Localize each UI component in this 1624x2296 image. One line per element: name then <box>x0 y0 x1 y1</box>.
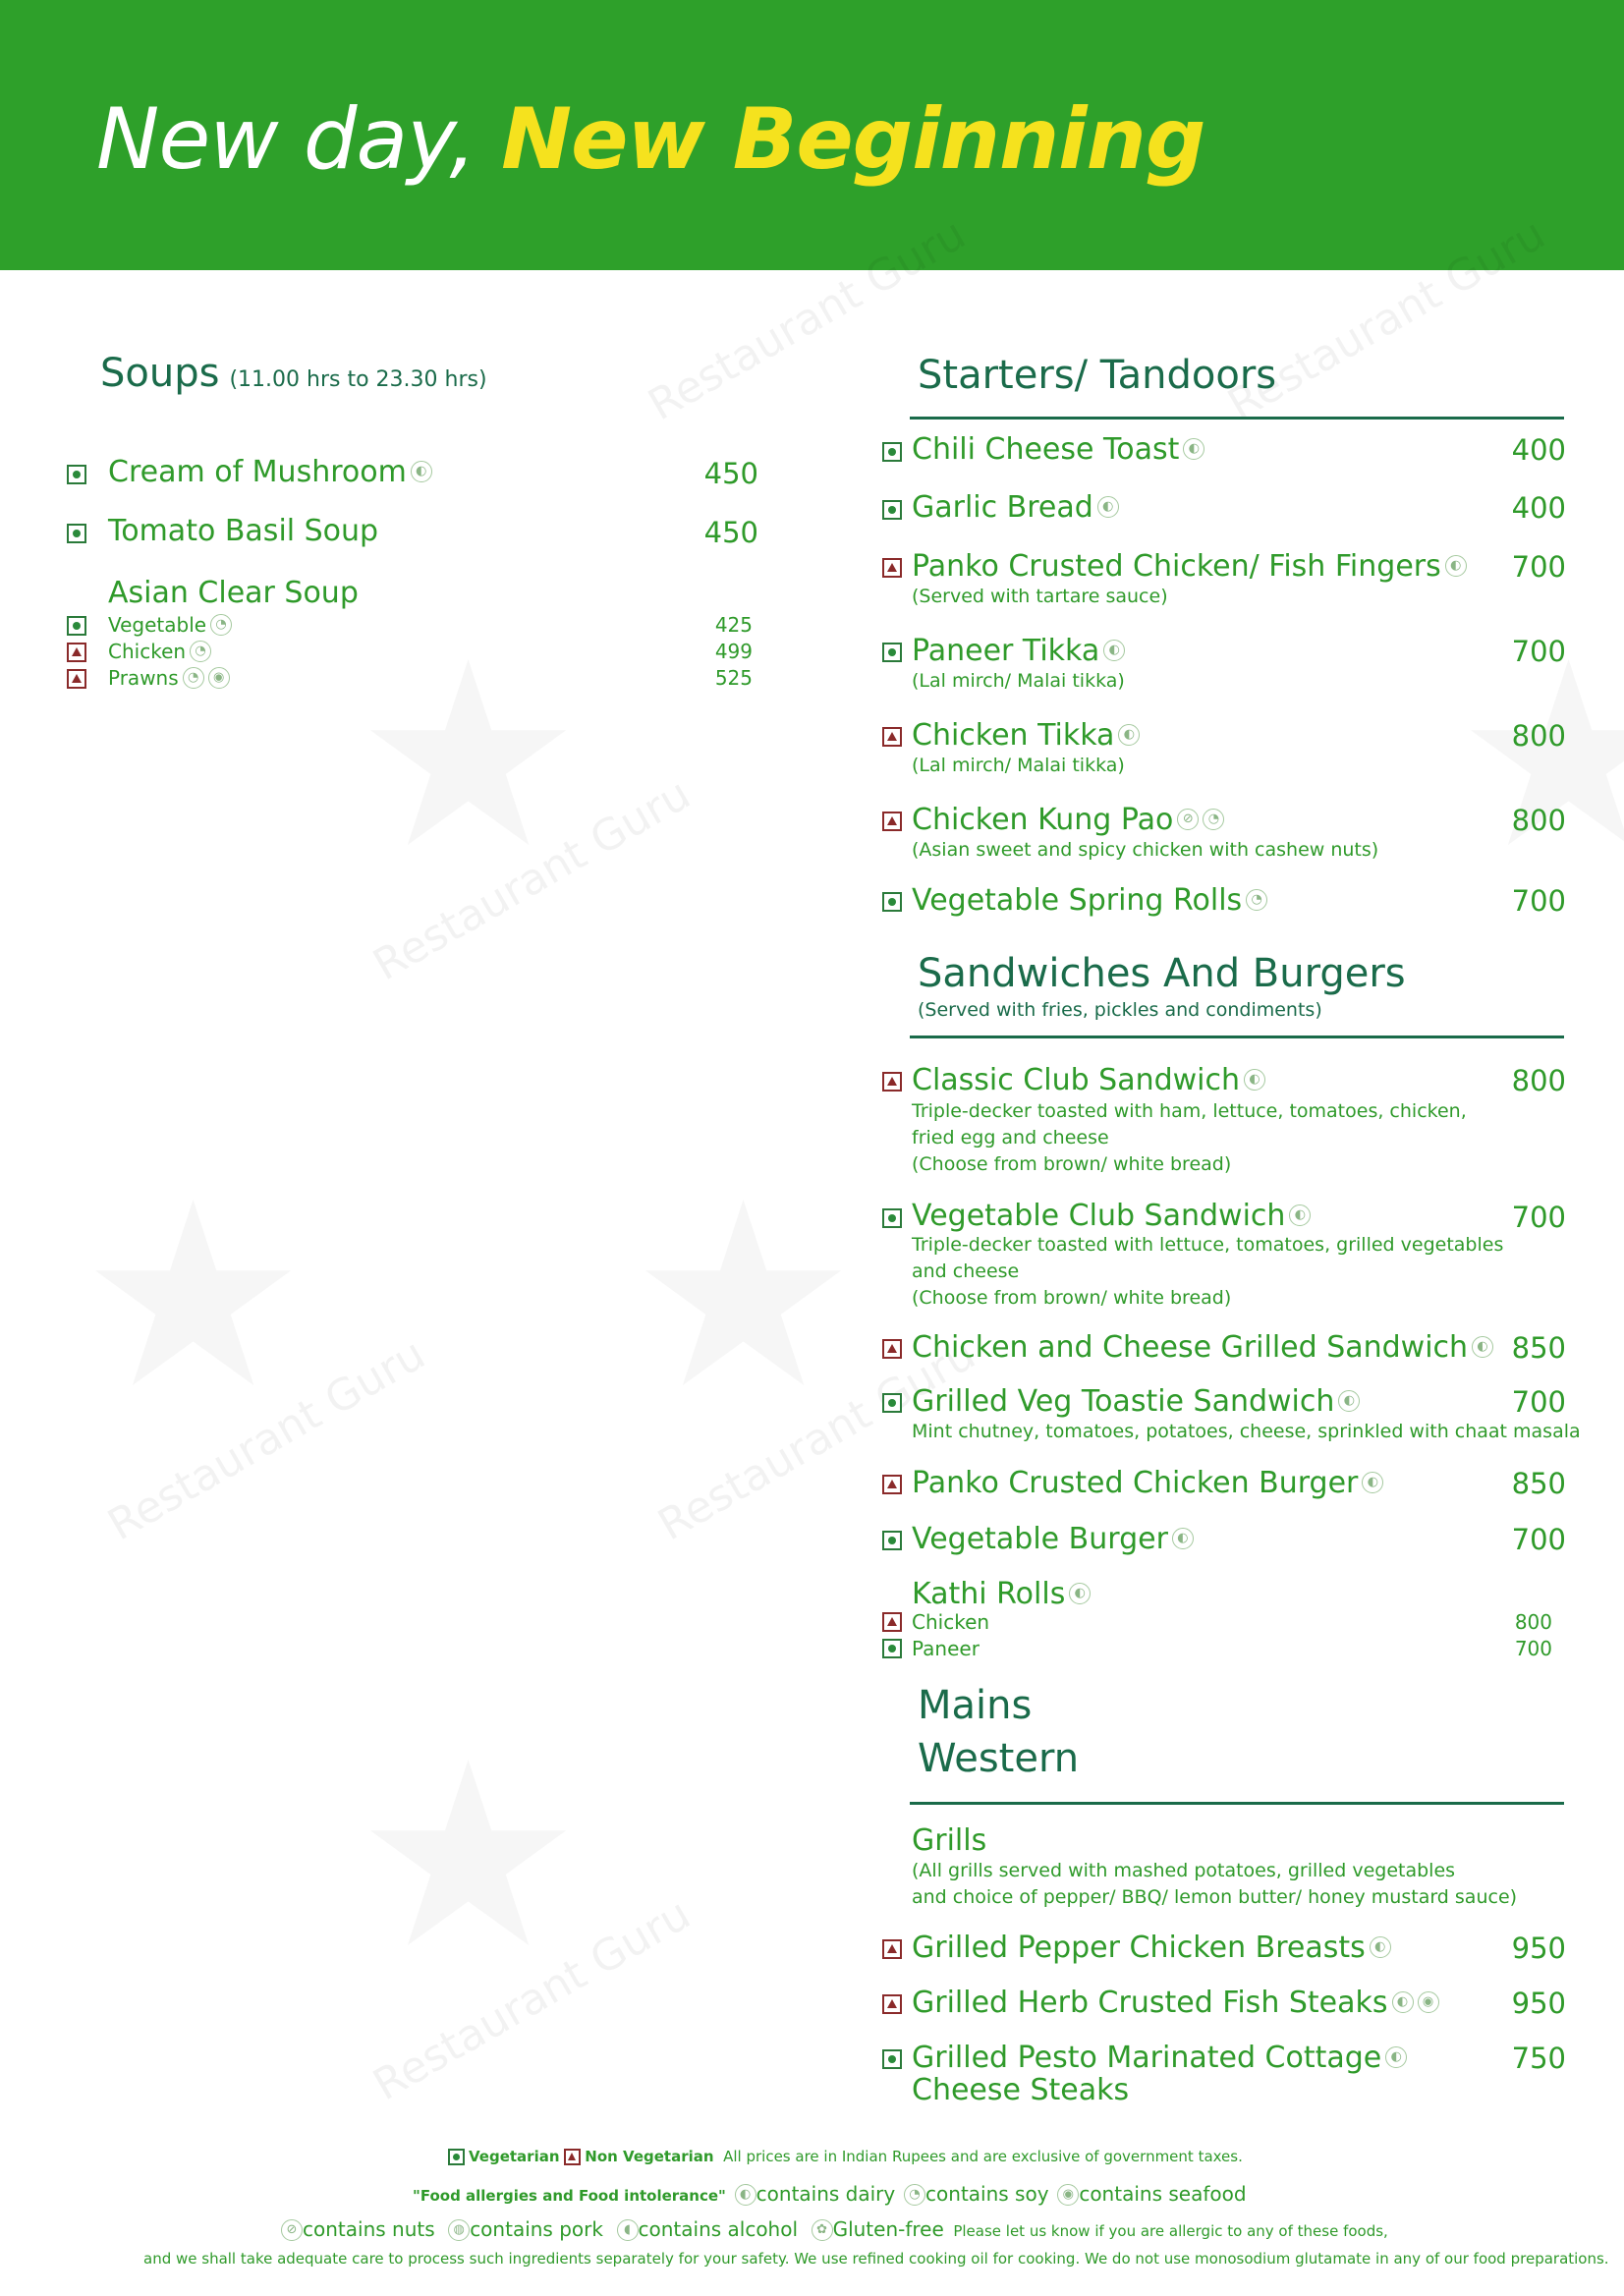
watermark-text: Restaurant Guru <box>364 1888 700 2111</box>
banner-title <box>96 90 1204 189</box>
contains-dairy-label: contains dairy <box>756 2182 896 2206</box>
dairy-icon: ◐ <box>1172 1528 1194 1549</box>
item-desc: (Choose from brown/ white bread) <box>912 1153 1232 1175</box>
item-name: Chicken and Cheese Grilled Sandwich <box>912 1330 1469 1365</box>
veg-mark-icon <box>882 2049 902 2069</box>
contains-soy-label: contains soy <box>925 2182 1049 2206</box>
item-price: 450 <box>703 516 758 549</box>
option-price: 800 <box>1514 1610 1552 1634</box>
item-name: Asian Clear Soup <box>108 576 359 610</box>
dairy-icon: ◐ <box>1289 1204 1311 1226</box>
gluten-free-icon: ✿ <box>812 2219 833 2241</box>
western-title: Western <box>918 1736 1080 1781</box>
item-price: 950 <box>1511 1932 1566 1965</box>
option-price: 700 <box>1514 1637 1552 1660</box>
item-price: 400 <box>1511 433 1566 467</box>
veg-mark-icon <box>882 643 902 662</box>
item-desc: Triple-decker toasted with ham, lettuce, tomatoes, chicken, <box>912 1100 1467 1122</box>
item-name: Chicken Kung Pao <box>912 803 1174 837</box>
dairy-icon: ◐ <box>735 2184 756 2206</box>
nonveg-mark-icon <box>67 669 86 689</box>
nonveg-mark-icon <box>67 643 86 662</box>
soy-icon: ◔ <box>1246 889 1267 911</box>
watermark-star-icon <box>354 629 583 884</box>
item-price: 700 <box>1511 1523 1566 1556</box>
section-divider <box>910 417 1564 420</box>
seafood-icon: ◉ <box>208 667 230 689</box>
item-name: Panko Crusted Chicken/ Fish Fingers <box>912 549 1441 584</box>
item-price: 950 <box>1511 1987 1566 2020</box>
veg-mark-icon <box>882 442 902 462</box>
option-price: 525 <box>714 666 753 690</box>
item-desc: (Served with tartare sauce) <box>912 586 1168 607</box>
option-item <box>108 640 211 664</box>
item-price: 850 <box>1511 1467 1566 1500</box>
footer-allergy-row1 <box>413 2182 1247 2208</box>
dairy-icon: ◐ <box>1097 496 1119 518</box>
item-name: Vegetable Burger <box>912 1522 1168 1556</box>
nonveg-mark-icon <box>882 1475 902 1494</box>
item-price: 700 <box>1511 635 1566 668</box>
option-item <box>108 613 232 638</box>
item-price: 700 <box>1511 1201 1566 1234</box>
sandwiches-title: Sandwiches And Burgers <box>918 951 1406 996</box>
option-name: Chicken <box>108 640 187 663</box>
dairy-icon: ◐ <box>1392 1991 1414 2013</box>
starters-title: Starters/ Tandoors <box>918 353 1277 398</box>
item-desc: (Asian sweet and spicy chicken with cashew nuts) <box>912 839 1379 861</box>
nonveg-mark-icon <box>882 558 902 578</box>
item-price: 850 <box>1511 1331 1566 1365</box>
item-name: Chili Cheese Toast <box>912 432 1180 467</box>
footer-legend <box>448 2148 1243 2165</box>
veg-mark-icon <box>882 1393 902 1413</box>
contains-nuts-label: contains nuts <box>303 2217 435 2241</box>
nonveg-mark-icon <box>882 1994 902 2014</box>
veg-mark-icon <box>448 2149 465 2165</box>
watermark-text: Restaurant Guru <box>649 1328 984 1551</box>
dairy-icon: ◐ <box>1118 724 1140 746</box>
item-price: 800 <box>1511 719 1566 753</box>
menu-item <box>108 455 432 489</box>
seafood-icon: ◉ <box>1418 1991 1439 2013</box>
nonveg-mark-icon <box>564 2149 581 2165</box>
dairy-icon: ◐ <box>1103 640 1125 661</box>
item-price: 700 <box>1511 1385 1566 1419</box>
item-price: 800 <box>1511 804 1566 837</box>
veg-mark-icon <box>882 1639 902 1658</box>
item-name: Grilled Veg Toastie Sandwich <box>912 1384 1335 1419</box>
nonveg-mark-icon <box>882 812 902 831</box>
item-price: 800 <box>1511 1064 1566 1097</box>
item-desc: (Choose from brown/ white bread) <box>912 1287 1232 1309</box>
item-name: Vegetable Spring Rolls <box>912 883 1243 918</box>
sandwiches-note: (Served with fries, pickles and condiments) <box>918 999 1322 1021</box>
item-price: 450 <box>703 457 758 490</box>
nonveg-mark-icon <box>882 1072 902 1092</box>
seafood-icon: ◉ <box>1057 2184 1079 2206</box>
watermark-star-icon <box>629 1169 858 1425</box>
banner-title-part2: New Beginning <box>501 90 1205 189</box>
item-desc: Triple-decker toasted with lettuce, tomatoes, grilled vegetables <box>912 1234 1504 1256</box>
item-name: Garlic Bread <box>912 490 1093 525</box>
veg-mark-icon <box>882 1208 902 1228</box>
nuts-icon: ⊘ <box>281 2219 303 2241</box>
soy-icon: ◔ <box>904 2184 925 2206</box>
dairy-icon: ◐ <box>1183 438 1204 460</box>
option-name: Paneer <box>912 1637 980 1660</box>
item-name: Vegetable Club Sandwich <box>912 1199 1286 1233</box>
nuts-icon: ⊘ <box>1177 809 1199 830</box>
nonveg-label: Non Vegetarian <box>585 2148 714 2165</box>
watermark-text: Restaurant Guru <box>640 208 975 431</box>
dairy-icon: ◐ <box>1244 1069 1265 1091</box>
alcohol-icon: ◖ <box>617 2219 639 2241</box>
soups-title <box>100 351 487 396</box>
pork-icon: ◍ <box>448 2219 470 2241</box>
dairy-icon: ◐ <box>1445 555 1467 577</box>
dairy-icon: ◐ <box>1069 1583 1091 1604</box>
nonveg-mark-icon <box>882 1939 902 1959</box>
watermark-text: Restaurant Guru <box>1219 208 1554 431</box>
item-name: Paneer Tikka <box>912 634 1100 668</box>
allergy-note-2: and we shall take adequate care to process such ingredients separately for your safety. We use refined cooking oil for cooking. We do not use monosodium glutamate in any of our food preparations. <box>143 2250 1609 2268</box>
dairy-icon: ◐ <box>1385 2046 1407 2068</box>
veg-mark-icon <box>67 524 86 543</box>
allergy-title: "Food allergies and Food intolerance" <box>413 2187 726 2205</box>
item-name: Chicken Tikka <box>912 718 1115 753</box>
item-price: 400 <box>1511 491 1566 525</box>
price-note: All prices are in Indian Rupees and are exclusive of government taxes. <box>723 2148 1243 2165</box>
soy-icon: ◔ <box>1203 809 1224 830</box>
watermark-star-icon <box>79 1169 308 1425</box>
item-name: Grilled Pepper Chicken Breasts <box>912 1931 1366 1965</box>
item-name-cont: Cheese Steaks <box>912 2073 1130 2107</box>
header-banner <box>0 0 1624 270</box>
veg-mark-icon <box>882 892 902 912</box>
dairy-icon: ◐ <box>411 461 432 482</box>
allergy-note: Please let us know if you are allergic to any of these foods, <box>953 2222 1388 2240</box>
option-item <box>108 666 230 691</box>
soy-icon: ◔ <box>183 667 204 689</box>
contains-pork-label: contains pork <box>470 2217 603 2241</box>
footer-allergy-row2 <box>277 2217 1388 2243</box>
soups-title-text: Soups <box>100 351 220 396</box>
contains-alcohol-label: contains alcohol <box>638 2217 799 2241</box>
nonveg-mark-icon <box>882 727 902 747</box>
option-name: Chicken <box>912 1610 990 1634</box>
nonveg-mark-icon <box>882 1612 902 1632</box>
dairy-icon: ◐ <box>1362 1472 1383 1493</box>
gluten-free-label: Gluten-free <box>832 2217 944 2241</box>
banner-title-part1: New day, <box>96 90 502 189</box>
section-divider <box>910 1802 1564 1805</box>
item-desc: (Lal mirch/ Malai tikka) <box>912 670 1125 692</box>
contains-seafood-label: contains seafood <box>1079 2182 1247 2206</box>
grills-note: and choice of pepper/ BBQ/ lemon butter/ honey mustard sauce) <box>912 1886 1518 1908</box>
option-name: Vegetable <box>108 613 207 637</box>
nonveg-mark-icon <box>882 1339 902 1359</box>
item-desc: (Lal mirch/ Malai tikka) <box>912 755 1125 776</box>
item-name: Grilled Herb Crusted Fish Steaks <box>912 1986 1388 2020</box>
section-divider <box>910 1036 1564 1038</box>
item-name: Kathi Rolls <box>912 1577 1066 1611</box>
veg-mark-icon <box>882 1531 902 1550</box>
grills-note: (All grills served with mashed potatoes, grilled vegetables <box>912 1860 1456 1881</box>
option-name: Prawns <box>108 666 179 690</box>
item-price: 700 <box>1511 550 1566 584</box>
watermark-text: Restaurant Guru <box>364 768 700 991</box>
item-price: 750 <box>1511 2042 1566 2075</box>
item-name: Cream of Mushroom <box>108 455 407 489</box>
watermark-text: Restaurant Guru <box>99 1328 434 1551</box>
option-price: 499 <box>714 640 753 663</box>
soy-icon: ◔ <box>190 641 211 662</box>
dairy-icon: ◐ <box>1472 1336 1493 1358</box>
dairy-icon: ◐ <box>1338 1390 1360 1412</box>
veg-label: Vegetarian <box>469 2148 560 2165</box>
soups-hours: (11.00 hrs to 23.30 hrs) <box>229 367 487 392</box>
option-price: 425 <box>714 613 753 637</box>
item-desc: and cheese <box>912 1260 1020 1282</box>
watermark-star-icon <box>354 1729 583 1985</box>
item-desc: fried egg and cheese <box>912 1127 1109 1148</box>
item-desc: Mint chutney, tomatoes, potatoes, cheese, sprinkled with chaat masala <box>912 1421 1581 1442</box>
item-name: Grilled Pesto Marinated Cottage <box>912 2041 1382 2075</box>
veg-mark-icon <box>67 616 86 636</box>
soy-icon: ◔ <box>210 614 232 636</box>
item-name: Panko Crusted Chicken Burger <box>912 1466 1359 1500</box>
veg-mark-icon <box>882 500 902 520</box>
mains-title: Mains <box>918 1683 1033 1728</box>
veg-mark-icon <box>67 465 86 484</box>
item-price: 700 <box>1511 884 1566 918</box>
dairy-icon: ◐ <box>1370 1936 1391 1958</box>
item-name: Classic Club Sandwich <box>912 1063 1241 1097</box>
item-name: Tomato Basil Soup <box>108 514 379 548</box>
grills-title: Grills <box>912 1823 987 1858</box>
